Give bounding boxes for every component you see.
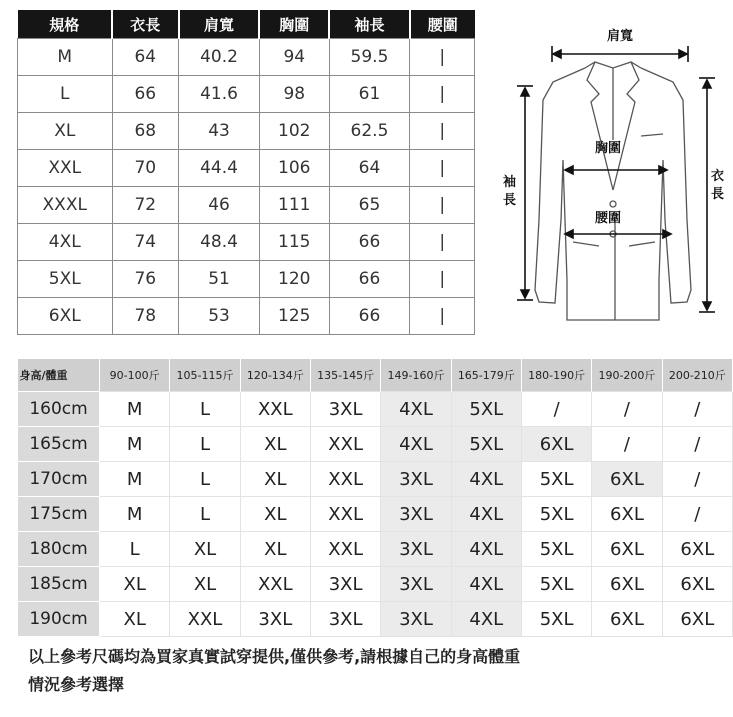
size-label-cell: 4XL [18,224,113,261]
recommended-size-cell: L [170,392,240,427]
recommended-size-cell: L [170,497,240,532]
size-value-cell: 66 [112,76,179,113]
sleeve-label-1: 袖 [503,175,517,190]
recommended-size-cell: XL [100,567,170,602]
recommended-size-cell: XL [240,462,310,497]
size-value-cell: 125 [259,298,329,335]
recommended-size-cell: 3XL [381,462,451,497]
height-label-cell: 185cm [18,567,100,602]
recommended-size-cell: 4XL [451,497,521,532]
size-table [17,10,475,335]
corner-label: 身高/體重 [18,359,100,392]
size-row [18,261,475,298]
recommended-size-cell: M [100,427,170,462]
weight-range-header: 135-145斤 [310,359,380,392]
size-value-cell: 98 [259,76,329,113]
recommended-size-cell: 5XL [521,567,591,602]
size-value-cell: 48.4 [179,224,260,261]
size-value-cell: 111 [259,187,329,224]
recommended-size-cell: / [592,427,662,462]
recommended-size-cell: XXL [310,497,380,532]
chest-arrow [565,166,667,174]
recommended-size-cell: XXL [240,392,310,427]
height-row [18,532,733,567]
recommended-size-cell: 5XL [451,427,521,462]
size-value-cell: | [410,224,475,261]
size-value-cell: 74 [112,224,179,261]
recommended-size-cell: XXL [310,427,380,462]
recommended-size-cell: 4XL [451,602,521,637]
height-row [18,427,733,462]
size-value-cell: | [410,298,475,335]
height-weight-header [18,359,733,392]
size-value-cell: 102 [259,113,329,150]
jacket-diagram [495,20,727,330]
recommended-size-cell: / [662,427,732,462]
recommended-size-cell: 5XL [451,392,521,427]
recommended-size-cell: 6XL [592,602,662,637]
recommended-size-cell: XL [100,602,170,637]
size-value-cell: 41.6 [179,76,260,113]
height-label-cell: 190cm [18,602,100,637]
recommended-size-cell: 4XL [381,427,451,462]
size-row [18,224,475,261]
size-note [28,643,520,699]
recommended-size-cell: 3XL [240,602,310,637]
size-value-cell: 66 [329,224,410,261]
recommended-size-cell: 3XL [310,392,380,427]
size-value-cell: 65 [329,187,410,224]
recommended-size-cell: 6XL [592,497,662,532]
recommended-size-cell: M [100,462,170,497]
recommended-size-cell: 4XL [381,392,451,427]
size-value-cell: 72 [112,187,179,224]
header-sleeve: 袖長 [329,10,410,39]
recommended-size-cell: 6XL [592,462,662,497]
recommended-size-cell: / [592,392,662,427]
size-label-cell: M [18,39,113,76]
recommended-size-cell: 6XL [592,567,662,602]
weight-range-header: 200-210斤 [662,359,732,392]
recommended-size-cell: / [662,497,732,532]
size-value-cell: | [410,187,475,224]
recommended-size-cell: XL [240,497,310,532]
size-value-cell: | [410,39,475,76]
size-value-cell: 40.2 [179,39,260,76]
recommended-size-cell: XXL [310,462,380,497]
size-value-cell: 64 [329,150,410,187]
height-weight-table [17,359,733,637]
recommended-size-cell: 6XL [521,427,591,462]
size-label-cell: XXL [18,150,113,187]
recommended-size-cell: 3XL [381,567,451,602]
recommended-size-cell: / [662,462,732,497]
note-line-1: 以上參考尺碼均為買家真實試穿提供,僅供參考,請根據自己的身高體重 [28,647,521,666]
recommended-size-cell: 6XL [662,532,732,567]
recommended-size-cell: XL [240,427,310,462]
recommended-size-cell: M [100,392,170,427]
size-value-cell: 70 [112,150,179,187]
size-value-cell: 115 [259,224,329,261]
recommended-size-cell: M [100,497,170,532]
size-value-cell: 44.4 [179,150,260,187]
size-value-cell: 53 [179,298,260,335]
size-value-cell: | [410,261,475,298]
recommended-size-cell: XL [170,567,240,602]
recommended-size-cell: 6XL [662,567,732,602]
size-value-cell: 76 [112,261,179,298]
recommended-size-cell: 5XL [521,602,591,637]
recommended-size-cell: 5XL [521,462,591,497]
size-value-cell: 61 [329,76,410,113]
recommended-size-cell: 3XL [381,532,451,567]
weight-range-header: 149-160斤 [381,359,451,392]
size-row [18,187,475,224]
height-row [18,497,733,532]
size-value-cell: | [410,76,475,113]
weight-range-header: 120-134斤 [240,359,310,392]
recommended-size-cell: 5XL [521,497,591,532]
recommended-size-cell: XXL [310,532,380,567]
recommended-size-cell: XL [240,532,310,567]
size-label-cell: XL [18,113,113,150]
weight-range-header: 180-190斤 [521,359,591,392]
recommended-size-cell: L [170,427,240,462]
size-value-cell: | [410,113,475,150]
weight-range-header: 105-115斤 [170,359,240,392]
height-label-cell: 165cm [18,427,100,462]
size-row [18,298,475,335]
size-value-cell: 62.5 [329,113,410,150]
size-label-cell: 6XL [18,298,113,335]
chest-label: 胸圍 [595,141,622,156]
weight-range-header: 90-100斤 [100,359,170,392]
size-value-cell: 46 [179,187,260,224]
recommended-size-cell: XL [170,532,240,567]
size-row [18,76,475,113]
size-value-cell: 66 [329,298,410,335]
size-label-cell: L [18,76,113,113]
size-table-header [18,10,475,39]
height-label-cell: 180cm [18,532,100,567]
height-row [18,567,733,602]
sleeve-arrow [517,86,533,300]
header-waist: 腰圍 [410,10,475,39]
recommended-size-cell: XXL [170,602,240,637]
recommended-size-cell: / [662,392,732,427]
recommended-size-cell: L [100,532,170,567]
recommended-size-cell: 6XL [662,602,732,637]
length-label-1: 衣 [711,169,725,184]
size-value-cell: | [410,150,475,187]
size-value-cell: 68 [112,113,179,150]
height-label-cell: 170cm [18,462,100,497]
size-label-cell: XXXL [18,187,113,224]
size-value-cell: 51 [179,261,260,298]
note-line-2: 情況參考選擇 [28,675,125,694]
length-label-2: 長 [711,187,725,202]
header-spec: 規格 [18,10,113,39]
recommended-size-cell: 4XL [451,567,521,602]
header-chest: 胸圍 [259,10,329,39]
recommended-size-cell: 4XL [451,462,521,497]
sleeve-label-2: 長 [503,193,517,208]
recommended-size-cell: 3XL [381,602,451,637]
recommended-size-cell: 3XL [310,567,380,602]
waist-arrow [565,230,671,238]
height-row [18,602,733,637]
recommended-size-cell: 6XL [592,532,662,567]
recommended-size-cell: 5XL [521,532,591,567]
shoulder-arrow [552,46,688,62]
size-value-cell: 59.5 [329,39,410,76]
waist-label: 腰圍 [595,211,622,226]
recommended-size-cell: 4XL [451,532,521,567]
size-row [18,39,475,76]
weight-range-header: 165-179斤 [451,359,521,392]
shoulder-label: 肩寬 [607,29,634,44]
size-value-cell: 78 [112,298,179,335]
size-row [18,150,475,187]
height-row [18,462,733,497]
jacket-outline [535,62,691,320]
size-value-cell: 43 [179,113,260,150]
recommended-size-cell: 3XL [310,602,380,637]
size-value-cell: 106 [259,150,329,187]
size-row [18,113,475,150]
size-label-cell: 5XL [18,261,113,298]
height-label-cell: 175cm [18,497,100,532]
size-value-cell: 120 [259,261,329,298]
header-shoulder: 肩寬 [179,10,260,39]
height-label-cell: 160cm [18,392,100,427]
height-row [18,392,733,427]
recommended-size-cell: XXL [240,567,310,602]
recommended-size-cell: / [521,392,591,427]
weight-range-header: 190-200斤 [592,359,662,392]
recommended-size-cell: 3XL [381,497,451,532]
size-value-cell: 64 [112,39,179,76]
size-value-cell: 94 [259,39,329,76]
recommended-size-cell: L [170,462,240,497]
size-value-cell: 66 [329,261,410,298]
header-length: 衣長 [112,10,179,39]
